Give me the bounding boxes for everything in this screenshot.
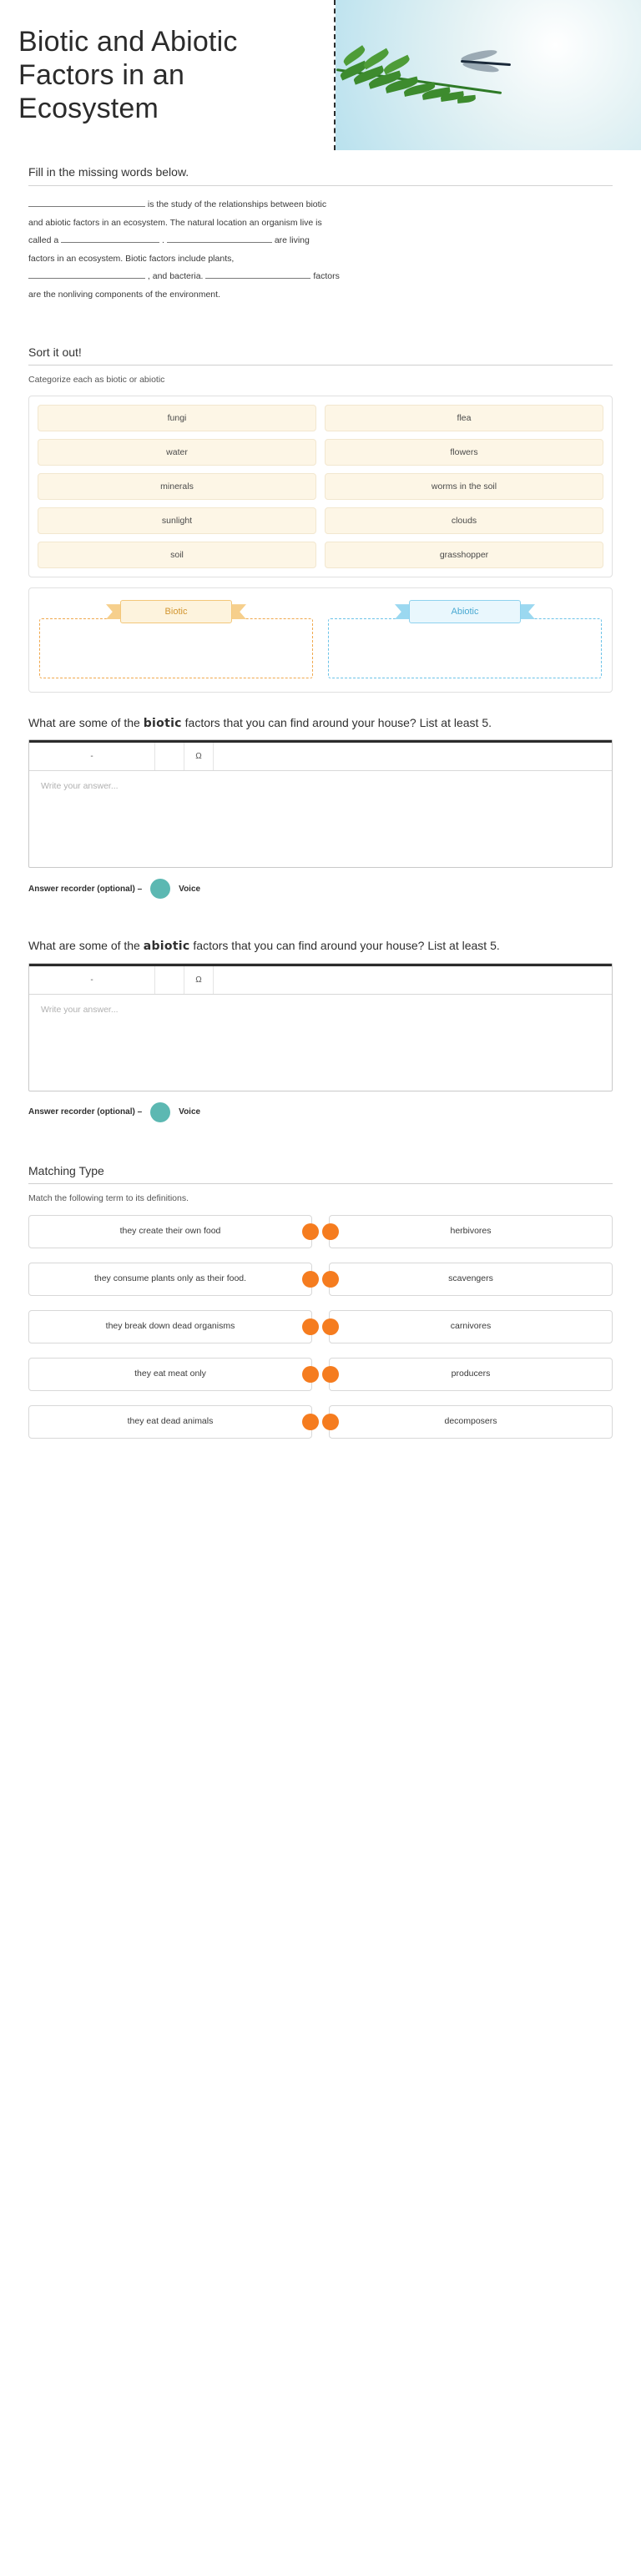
answer-blank[interactable] xyxy=(61,233,159,243)
match-left-label: they eat dead animals xyxy=(127,1415,214,1426)
question-biotic-keyword: biotic xyxy=(143,717,182,731)
sort-chip[interactable]: grasshopper xyxy=(325,542,603,568)
matching-instruction: Match the following term to its definitions. xyxy=(28,1192,189,1203)
fill-text-5a: , and bacteria. xyxy=(147,271,204,282)
match-right-item[interactable] xyxy=(329,1215,613,1248)
toolbar-extra xyxy=(214,966,612,994)
dropzone-label-biotic: Biotic xyxy=(120,600,232,623)
sort-chip[interactable]: worms in the soil xyxy=(325,473,603,500)
dropzone-label-abiotic: Abiotic xyxy=(409,600,521,623)
match-left-item[interactable] xyxy=(28,1263,312,1296)
sort-chip[interactable]: sunlight xyxy=(38,507,316,534)
dropzone-abiotic[interactable] xyxy=(328,600,602,678)
match-left-item[interactable] xyxy=(28,1215,312,1248)
matching-grid xyxy=(28,1215,613,1439)
answer-blank[interactable] xyxy=(28,197,145,207)
match-left-item[interactable] xyxy=(28,1358,312,1391)
fill-text-3c: are living xyxy=(274,235,310,246)
question-abiotic-pre: What are some of the xyxy=(28,939,144,953)
sort-instruction: Categorize each as biotic or abiotic xyxy=(28,375,165,386)
answer-recorder-abiotic xyxy=(28,1102,613,1122)
sort-chip[interactable]: minerals xyxy=(38,473,316,500)
match-left-item[interactable] xyxy=(28,1310,312,1343)
answer-editor-abiotic[interactable] xyxy=(28,963,613,1091)
match-right-item[interactable] xyxy=(329,1358,613,1391)
match-right-item[interactable] xyxy=(329,1263,613,1296)
connector-dot-icon[interactable] xyxy=(302,1414,319,1430)
editor-toolbar[interactable] xyxy=(29,740,612,771)
fill-text-1: is the study of the relationships between biotic xyxy=(147,199,327,209)
microphone-icon[interactable] xyxy=(150,1102,170,1122)
question-abiotic-keyword: abiotic xyxy=(143,940,190,954)
question-biotic-post: factors that you can find around your house? List at least 5. xyxy=(181,716,492,730)
connector-dot-icon[interactable] xyxy=(302,1318,319,1335)
match-right-label: carnivores xyxy=(450,1320,492,1331)
fill-text-4: factors in an ecosystem. Biotic factors include plants, xyxy=(28,253,235,264)
toolbar-extra xyxy=(214,743,612,770)
recorder-label: Answer recorder (optional) – xyxy=(28,1107,143,1117)
connector-dot-icon[interactable] xyxy=(322,1414,339,1430)
match-left-label: they create their own food xyxy=(119,1225,221,1236)
match-right-label: decomposers xyxy=(444,1415,497,1426)
sort-section xyxy=(0,345,641,693)
answer-blank[interactable] xyxy=(205,269,310,279)
sort-chip[interactable]: flea xyxy=(325,405,603,431)
voice-label: Voice xyxy=(179,884,201,894)
dropzone-biotic[interactable] xyxy=(39,600,313,678)
question-abiotic-post: factors that you can find around your house? List at least 5. xyxy=(189,939,500,953)
answer-input-abiotic[interactable]: Write your answer... xyxy=(41,1004,119,1015)
dropzone-area-abiotic[interactable] xyxy=(328,618,602,678)
header-title-wrap xyxy=(0,0,334,150)
page-title: Biotic and Abiotic Factors in an Ecosystem xyxy=(18,25,238,125)
match-left-item[interactable] xyxy=(28,1405,312,1439)
connector-dot-icon[interactable] xyxy=(322,1318,339,1335)
fill-text-3b: . xyxy=(162,235,164,246)
dropzone-area-biotic[interactable] xyxy=(39,618,313,678)
match-left-label: they consume plants only as their food. xyxy=(93,1273,247,1283)
connector-dot-icon[interactable] xyxy=(302,1223,319,1240)
sort-chip[interactable]: soil xyxy=(38,542,316,568)
microphone-icon[interactable] xyxy=(150,879,170,899)
recorder-label: Answer recorder (optional) – xyxy=(28,884,143,894)
fill-in-body xyxy=(28,196,613,304)
sort-chip[interactable]: water xyxy=(38,439,316,466)
answer-recorder-biotic xyxy=(28,879,613,899)
answer-input-biotic[interactable]: Write your answer... xyxy=(41,781,119,792)
connector-dot-icon[interactable] xyxy=(322,1223,339,1240)
toolbar-spacer xyxy=(155,966,184,994)
sort-title: Sort it out! xyxy=(28,345,613,365)
fill-text-3a: called a xyxy=(28,235,59,246)
worksheet-header xyxy=(0,0,641,150)
question-biotic-section xyxy=(0,714,641,899)
match-left-label: they eat meat only xyxy=(134,1368,206,1379)
connector-dot-icon[interactable] xyxy=(302,1271,319,1288)
fill-text-6: are the nonliving components of the environment. xyxy=(28,289,220,300)
sort-dropzones xyxy=(28,587,613,693)
question-biotic-text xyxy=(28,714,613,732)
special-character-button[interactable]: Ω xyxy=(184,966,214,994)
toolbar-spacer xyxy=(155,743,184,770)
match-right-label: herbivores xyxy=(450,1225,492,1236)
answer-editor-biotic[interactable] xyxy=(28,739,613,868)
connector-dot-icon[interactable] xyxy=(322,1271,339,1288)
answer-blank[interactable] xyxy=(167,233,272,243)
question-abiotic-section xyxy=(0,937,641,1122)
header-illustration xyxy=(336,0,641,150)
sort-chip[interactable]: flowers xyxy=(325,439,603,466)
fill-in-section xyxy=(0,165,641,304)
font-size-control[interactable]: - xyxy=(29,743,155,770)
voice-label: Voice xyxy=(179,1107,201,1117)
question-abiotic-text xyxy=(28,937,613,955)
match-left-label: they break down dead organisms xyxy=(105,1320,235,1331)
fill-in-heading: Fill in the missing words below. xyxy=(28,165,613,186)
sort-chip[interactable]: clouds xyxy=(325,507,603,534)
match-right-item[interactable] xyxy=(329,1310,613,1343)
fill-text-2: and abiotic factors in an ecosystem. The natural location an organism live is xyxy=(28,217,322,228)
connector-dot-icon[interactable] xyxy=(302,1366,319,1383)
matching-section xyxy=(0,1164,641,1489)
font-size-control[interactable]: - xyxy=(29,966,155,994)
sort-chip[interactable]: fungi xyxy=(38,405,316,431)
connector-dot-icon[interactable] xyxy=(322,1366,339,1383)
fill-text-5b: factors xyxy=(313,271,340,282)
sort-chip-grid xyxy=(28,396,613,577)
editor-toolbar[interactable] xyxy=(29,964,612,995)
match-right-label: producers xyxy=(451,1368,491,1379)
matching-title: Matching Type xyxy=(28,1164,613,1184)
match-right-label: scavengers xyxy=(448,1273,493,1283)
special-character-button[interactable]: Ω xyxy=(184,743,214,770)
answer-blank[interactable] xyxy=(28,269,145,279)
question-biotic-pre: What are some of the xyxy=(28,716,144,730)
match-right-item[interactable] xyxy=(329,1405,613,1439)
